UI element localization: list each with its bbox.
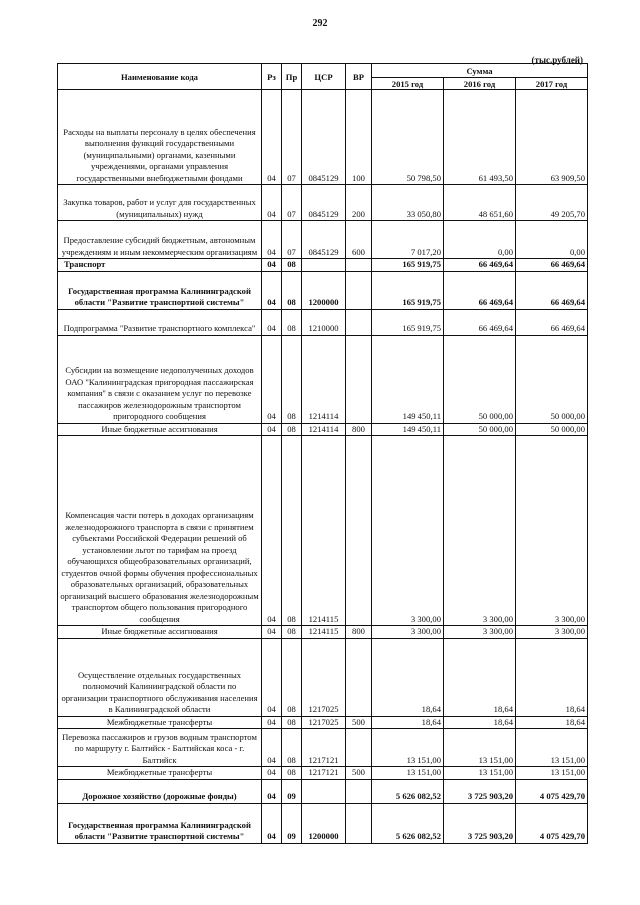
row-name: Дорожное хозяйство (дорожные фонды) bbox=[58, 779, 262, 803]
row-rz: 04 bbox=[262, 221, 282, 259]
row-2015: 165 919,75 bbox=[372, 309, 444, 335]
row-2017: 13 151,00 bbox=[516, 729, 588, 767]
row-2016: 13 151,00 bbox=[444, 729, 516, 767]
row-2017: 63 909,50 bbox=[516, 90, 588, 185]
row-2015: 13 151,00 bbox=[372, 767, 444, 780]
table-row bbox=[58, 803, 588, 843]
row-2015: 13 151,00 bbox=[372, 729, 444, 767]
row-csr: 1214114 bbox=[302, 423, 346, 436]
row-2017: 18,64 bbox=[516, 638, 588, 716]
row-2017: 3 300,00 bbox=[516, 436, 588, 626]
header-name: Наименование кода bbox=[58, 64, 262, 90]
row-2015: 7 017,20 bbox=[372, 221, 444, 259]
row-name: Осуществление отдельных государственных полномочий Калининградской области по организации транспортного обслуживания населения в Калининградской области bbox=[58, 638, 262, 716]
row-2016: 18,64 bbox=[444, 716, 516, 729]
row-rz: 04 bbox=[262, 185, 282, 221]
header-csr: ЦСР bbox=[302, 64, 346, 90]
row-name: Межбюджетные трансферты bbox=[58, 767, 262, 780]
row-pr: 08 bbox=[282, 309, 302, 335]
table-row bbox=[58, 626, 588, 639]
row-name: Субсидии на возмещение недополученных доходов ОАО "Калининградская пригородная пассажирская компания" в связи с оказанием услуг по перевозке пассажиров железнодорожным транспортом пригородного сообщения bbox=[58, 335, 262, 423]
row-vr bbox=[346, 335, 372, 423]
row-vr: 200 bbox=[346, 185, 372, 221]
row-vr bbox=[346, 271, 372, 309]
header-pr: Пр bbox=[282, 64, 302, 90]
row-2015: 149 450,11 bbox=[372, 423, 444, 436]
row-pr: 07 bbox=[282, 185, 302, 221]
row-pr: 07 bbox=[282, 90, 302, 185]
row-vr bbox=[346, 309, 372, 335]
row-pr: 08 bbox=[282, 271, 302, 309]
row-vr bbox=[346, 436, 372, 626]
row-csr: 1214114 bbox=[302, 335, 346, 423]
row-name: Государственная программа Калининградской области "Развитие транспортной системы" bbox=[58, 803, 262, 843]
row-pr: 09 bbox=[282, 779, 302, 803]
row-pr: 08 bbox=[282, 259, 302, 272]
row-2017: 13 151,00 bbox=[516, 767, 588, 780]
row-2017: 0,00 bbox=[516, 221, 588, 259]
row-csr: 1214115 bbox=[302, 626, 346, 639]
units-note: (тыс.рублей) bbox=[531, 55, 583, 65]
row-2016: 3 300,00 bbox=[444, 626, 516, 639]
table-row bbox=[58, 309, 588, 335]
table-row bbox=[58, 90, 588, 185]
row-csr: 1217121 bbox=[302, 729, 346, 767]
table-row bbox=[58, 271, 588, 309]
header-vr: ВР bbox=[346, 64, 372, 90]
header-2017: 2017 год bbox=[516, 78, 588, 90]
row-rz: 04 bbox=[262, 638, 282, 716]
table-row bbox=[58, 779, 588, 803]
row-name: Межбюджетные трансферты bbox=[58, 716, 262, 729]
row-vr: 800 bbox=[346, 626, 372, 639]
row-2016: 61 493,50 bbox=[444, 90, 516, 185]
row-csr: 1217121 bbox=[302, 767, 346, 780]
row-name: Предоставление субсидий бюджетным, автономным учреждениям и иным некоммерческим организациям bbox=[58, 221, 262, 259]
table-row bbox=[58, 638, 588, 716]
row-csr: 1200000 bbox=[302, 803, 346, 843]
row-vr bbox=[346, 259, 372, 272]
table-row bbox=[58, 259, 588, 272]
row-2015: 33 050,80 bbox=[372, 185, 444, 221]
row-pr: 08 bbox=[282, 626, 302, 639]
row-name: Подпрограмма "Развитие транспортного комплекса" bbox=[58, 309, 262, 335]
row-2015: 5 626 082,52 bbox=[372, 779, 444, 803]
row-2017: 66 469,64 bbox=[516, 309, 588, 335]
table-row bbox=[58, 423, 588, 436]
header-2015: 2015 год bbox=[372, 78, 444, 90]
table-row bbox=[58, 221, 588, 259]
table-row bbox=[58, 185, 588, 221]
table-row bbox=[58, 436, 588, 626]
row-2017: 49 205,70 bbox=[516, 185, 588, 221]
row-name: Компенсация части потерь в доходах организациям железнодорожного транспорта в связи с принятием субъектами Российской Федерации решений об установлении льгот по тарифам на проезд обучающихся общеобразовательных организаций, студентов очной формы обучения профессиональных образовательных организаций, образовательных организаций высшего образования железнодорожным транспортом общего пользования пригородного сообщения bbox=[58, 436, 262, 626]
row-2016: 3 725 903,20 bbox=[444, 779, 516, 803]
row-csr: 0845129 bbox=[302, 221, 346, 259]
row-2016: 66 469,64 bbox=[444, 309, 516, 335]
row-csr: 1200000 bbox=[302, 271, 346, 309]
row-pr: 08 bbox=[282, 729, 302, 767]
row-name: Транспорт bbox=[58, 259, 262, 272]
row-pr: 09 bbox=[282, 803, 302, 843]
row-2016: 0,00 bbox=[444, 221, 516, 259]
row-2016: 50 000,00 bbox=[444, 423, 516, 436]
row-pr: 08 bbox=[282, 436, 302, 626]
row-name: Иные бюджетные ассигнования bbox=[58, 626, 262, 639]
row-csr: 1217025 bbox=[302, 638, 346, 716]
row-rz: 04 bbox=[262, 729, 282, 767]
row-vr: 600 bbox=[346, 221, 372, 259]
row-name: Иные бюджетные ассигнования bbox=[58, 423, 262, 436]
row-2016: 13 151,00 bbox=[444, 767, 516, 780]
row-2016: 66 469,64 bbox=[444, 271, 516, 309]
table-row bbox=[58, 767, 588, 780]
row-2015: 18,64 bbox=[372, 716, 444, 729]
row-2015: 3 300,00 bbox=[372, 626, 444, 639]
row-rz: 04 bbox=[262, 423, 282, 436]
row-rz: 04 bbox=[262, 716, 282, 729]
row-2016: 66 469,64 bbox=[444, 259, 516, 272]
row-vr bbox=[346, 779, 372, 803]
row-csr bbox=[302, 779, 346, 803]
row-rz: 04 bbox=[262, 271, 282, 309]
row-2016: 3 300,00 bbox=[444, 436, 516, 626]
row-pr: 08 bbox=[282, 423, 302, 436]
row-rz: 04 bbox=[262, 436, 282, 626]
budget-table bbox=[57, 63, 588, 844]
row-2017: 50 000,00 bbox=[516, 335, 588, 423]
row-csr: 0845129 bbox=[302, 90, 346, 185]
row-pr: 08 bbox=[282, 335, 302, 423]
row-name: Расходы на выплаты персоналу в целях обеспечения выполнения функций государственными (муниципальными) органами, казенными учреждениями, органами управления государственными внебюджетными фондами bbox=[58, 90, 262, 185]
row-csr bbox=[302, 259, 346, 272]
header-sum: Сумма bbox=[372, 64, 588, 78]
row-2017: 66 469,64 bbox=[516, 271, 588, 309]
row-rz: 04 bbox=[262, 90, 282, 185]
row-2015: 50 798,50 bbox=[372, 90, 444, 185]
table-row bbox=[58, 335, 588, 423]
row-pr: 07 bbox=[282, 221, 302, 259]
table-row bbox=[58, 729, 588, 767]
row-2016: 48 651,60 bbox=[444, 185, 516, 221]
row-vr: 500 bbox=[346, 716, 372, 729]
row-2017: 50 000,00 bbox=[516, 423, 588, 436]
row-vr bbox=[346, 729, 372, 767]
row-csr: 1210000 bbox=[302, 309, 346, 335]
row-2015: 5 626 082,52 bbox=[372, 803, 444, 843]
row-vr bbox=[346, 638, 372, 716]
row-name: Государственная программа Калининградской области "Развитие транспортной системы" bbox=[58, 271, 262, 309]
row-name: Закупка товаров, работ и услуг для государственных (муниципальных) нужд bbox=[58, 185, 262, 221]
row-vr: 500 bbox=[346, 767, 372, 780]
header-rz: Рз bbox=[262, 64, 282, 90]
row-rz: 04 bbox=[262, 767, 282, 780]
row-rz: 04 bbox=[262, 779, 282, 803]
row-2015: 18,64 bbox=[372, 638, 444, 716]
page-number: 292 bbox=[312, 18, 328, 29]
row-2016: 3 725 903,20 bbox=[444, 803, 516, 843]
row-2017: 4 075 429,70 bbox=[516, 803, 588, 843]
row-2017: 4 075 429,70 bbox=[516, 779, 588, 803]
row-2015: 165 919,75 bbox=[372, 271, 444, 309]
row-rz: 04 bbox=[262, 803, 282, 843]
row-vr: 100 bbox=[346, 90, 372, 185]
row-2017: 18,64 bbox=[516, 716, 588, 729]
row-csr: 1214115 bbox=[302, 436, 346, 626]
row-pr: 08 bbox=[282, 716, 302, 729]
row-csr: 0845129 bbox=[302, 185, 346, 221]
row-2015: 3 300,00 bbox=[372, 436, 444, 626]
row-csr: 1217025 bbox=[302, 716, 346, 729]
row-pr: 08 bbox=[282, 767, 302, 780]
row-rz: 04 bbox=[262, 259, 282, 272]
row-2017: 66 469,64 bbox=[516, 259, 588, 272]
row-2015: 165 919,75 bbox=[372, 259, 444, 272]
row-2016: 18,64 bbox=[444, 638, 516, 716]
row-2015: 149 450,11 bbox=[372, 335, 444, 423]
header-2016: 2016 год bbox=[444, 78, 516, 90]
row-rz: 04 bbox=[262, 335, 282, 423]
row-rz: 04 bbox=[262, 309, 282, 335]
row-2016: 50 000,00 bbox=[444, 335, 516, 423]
row-vr: 800 bbox=[346, 423, 372, 436]
row-rz: 04 bbox=[262, 626, 282, 639]
table-row bbox=[58, 716, 588, 729]
row-vr bbox=[346, 803, 372, 843]
row-name: Перевозка пассажиров и грузов водным транспортом по маршруту г. Балтийск - Балтийская коса - г. Балтийск bbox=[58, 729, 262, 767]
row-2017: 3 300,00 bbox=[516, 626, 588, 639]
row-pr: 08 bbox=[282, 638, 302, 716]
